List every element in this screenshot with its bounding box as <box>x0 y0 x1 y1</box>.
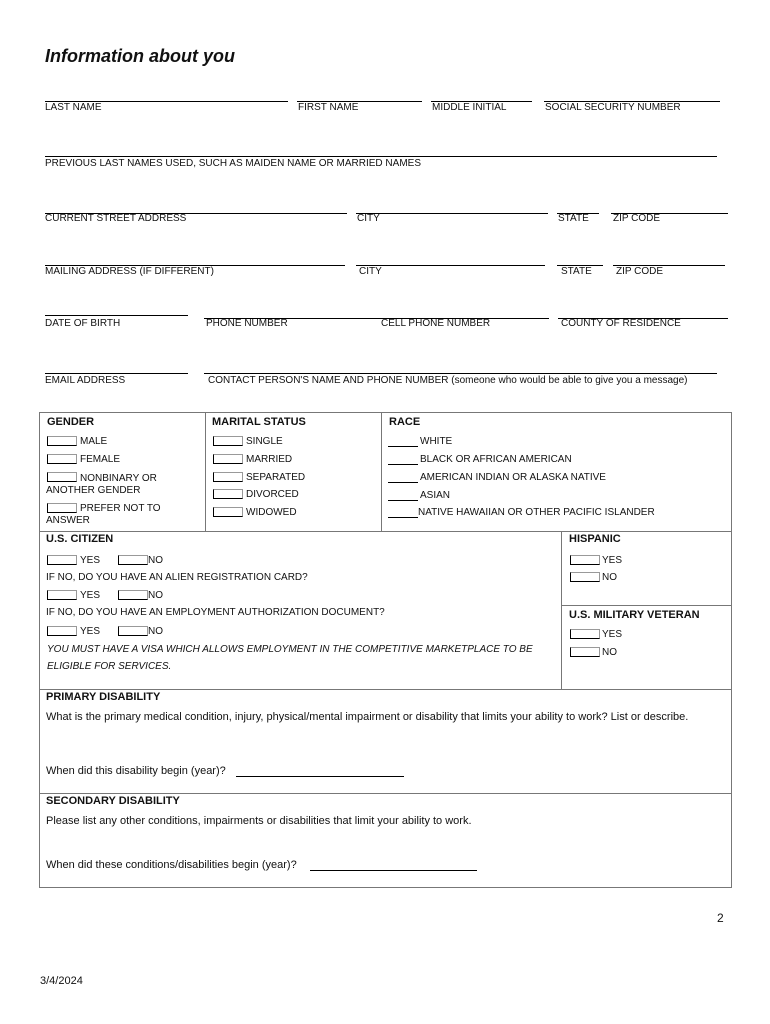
divider <box>205 412 206 531</box>
widowed-label: WIDOWED <box>246 507 297 518</box>
white-label: WHITE <box>420 436 453 447</box>
mailing-city-line[interactable] <box>356 265 545 266</box>
white-blank[interactable] <box>388 446 418 447</box>
alien-yes-checkbox[interactable] <box>47 590 77 600</box>
ead-yes-label: YES <box>80 626 101 637</box>
american-indian-label: AMERICAN INDIAN OR ALASKA NATIVE <box>420 472 606 483</box>
hispanic-header: HISPANIC <box>569 533 621 545</box>
veteran-yes-checkbox[interactable] <box>570 629 600 639</box>
single-label: SINGLE <box>246 436 283 447</box>
separated-label: SEPARATED <box>246 472 306 483</box>
gender-header: GENDER <box>47 416 95 428</box>
ead-question: IF NO, DO YOU HAVE AN EMPLOYMENT AUTHORIZATION DOCUMENT? <box>46 607 385 618</box>
first-name-label: FIRST NAME <box>298 102 359 113</box>
ead-yes-checkbox[interactable] <box>47 626 77 636</box>
city-label: CITY <box>357 213 380 224</box>
primary-disability-question: What is the primary medical condition, injury, physical/mental impairment or disability that limits your ability to work? List or describe. <box>46 711 689 723</box>
veteran-header: U.S. MILITARY VETERAN <box>569 609 700 621</box>
american-indian-blank[interactable] <box>388 482 418 483</box>
dob-line[interactable] <box>45 315 188 316</box>
hispanic-no-checkbox[interactable] <box>570 572 600 582</box>
male-checkbox[interactable] <box>47 436 77 446</box>
visa-note-line-2: ELIGIBLE FOR SERVICES. <box>47 661 172 672</box>
single-checkbox[interactable] <box>213 436 243 446</box>
ead-no-checkbox[interactable] <box>118 626 148 636</box>
divider <box>39 689 731 690</box>
citizen-header: U.S. CITIZEN <box>46 533 114 545</box>
mailing-label: MAILING ADDRESS (IF DIFFERENT) <box>45 266 214 277</box>
alien-no-checkbox[interactable] <box>118 590 148 600</box>
nonbinary-label: NONBINARY OR <box>80 473 157 484</box>
visa-note-line-1: YOU MUST HAVE A VISA WHICH ALLOWS EMPLOYMENT IN THE COMPETITIVE MARKETPLACE TO BE <box>47 644 533 655</box>
veteran-no-checkbox[interactable] <box>570 647 600 657</box>
mailing-state-label: STATE <box>561 266 592 277</box>
alien-card-question: IF NO, DO YOU HAVE AN ALIEN REGISTRATION CARD? <box>46 572 308 583</box>
female-label: FEMALE <box>80 454 121 465</box>
mailing-zip-label: ZIP CODE <box>616 266 664 277</box>
secondary-begin-label: When did these conditions/disabilities begin (year)? <box>46 859 297 871</box>
page-number: 2 <box>717 911 724 925</box>
citizen-yes-label: YES <box>80 555 101 566</box>
prefer-not-label: PREFER NOT TO <box>80 503 161 514</box>
primary-begin-line[interactable] <box>236 776 404 777</box>
previous-names-label: PREVIOUS LAST NAMES USED, SUCH AS MAIDEN NAME OR MARRIED NAMES <box>45 158 421 169</box>
divider <box>381 412 382 531</box>
citizen-no-label: NO <box>148 555 163 566</box>
divider <box>561 605 731 606</box>
divorced-label: DIVORCED <box>246 489 299 500</box>
contact-label: CONTACT PERSON'S NAME AND PHONE NUMBER (someone who would be able to give you a message) <box>208 375 688 386</box>
veteran-no-label: NO <box>602 647 617 658</box>
divider <box>561 531 562 689</box>
secondary-disability-question: Please list any other conditions, impairments or disabilities that limit your ability to work. <box>46 815 472 827</box>
separated-checkbox[interactable] <box>213 472 243 482</box>
state-label: STATE <box>558 213 589 224</box>
hawaiian-label: NATIVE HAWAIIAN OR OTHER PACIFIC ISLANDER <box>418 507 655 518</box>
asian-blank[interactable] <box>388 500 418 501</box>
zip-label: ZIP CODE <box>613 213 661 224</box>
hispanic-yes-label: YES <box>602 555 623 566</box>
city-line[interactable] <box>356 213 548 214</box>
citizen-yes-checkbox[interactable] <box>47 555 77 565</box>
divorced-checkbox[interactable] <box>213 489 243 499</box>
hawaiian-blank[interactable] <box>388 517 418 518</box>
county-label: COUNTY OF RESIDENCE <box>561 318 681 329</box>
alien-yes-label: YES <box>80 590 101 601</box>
street-label: CURRENT STREET ADDRESS <box>45 213 187 224</box>
race-header: RACE <box>389 416 421 428</box>
prefer-not-checkbox[interactable] <box>47 503 77 513</box>
primary-begin-label: When did this disability begin (year)? <box>46 765 226 777</box>
marital-header: MARITAL STATUS <box>212 416 306 428</box>
citizen-no-checkbox[interactable] <box>118 555 148 565</box>
alien-no-label: NO <box>148 590 163 601</box>
footer-date: 3/4/2024 <box>40 975 83 987</box>
cell-label: CELL PHONE NUMBER <box>381 318 491 329</box>
primary-disability-header: PRIMARY DISABILITY <box>46 691 161 703</box>
asian-label: ASIAN <box>420 490 451 501</box>
divider <box>39 531 731 532</box>
veteran-yes-label: YES <box>602 629 623 640</box>
male-label: MALE <box>80 436 108 447</box>
contact-line[interactable] <box>204 373 717 374</box>
black-label: BLACK OR AFRICAN AMERICAN <box>420 454 572 465</box>
email-label: EMAIL ADDRESS <box>45 375 126 386</box>
female-checkbox[interactable] <box>47 454 77 464</box>
middle-initial-label: MIDDLE INITIAL <box>432 102 507 113</box>
married-label: MARRIED <box>246 454 293 465</box>
married-checkbox[interactable] <box>213 454 243 464</box>
last-name-label: LAST NAME <box>45 102 102 113</box>
nonbinary-label-2: ANOTHER GENDER <box>46 485 141 496</box>
ssn-label: SOCIAL SECURITY NUMBER <box>545 102 681 113</box>
mailing-city-label: CITY <box>359 266 382 277</box>
secondary-disability-header: SECONDARY DISABILITY <box>46 795 180 807</box>
phone-label: PHONE NUMBER <box>206 318 288 329</box>
prefer-not-label-2: ANSWER <box>46 515 90 526</box>
hispanic-yes-checkbox[interactable] <box>570 555 600 565</box>
secondary-begin-line[interactable] <box>310 870 477 871</box>
ead-no-label: NO <box>148 626 163 637</box>
email-line[interactable] <box>45 373 188 374</box>
hispanic-no-label: NO <box>602 572 617 583</box>
divider <box>39 793 731 794</box>
previous-names-line[interactable] <box>45 156 717 157</box>
widowed-checkbox[interactable] <box>213 507 243 517</box>
black-blank[interactable] <box>388 464 418 465</box>
nonbinary-checkbox[interactable] <box>47 472 77 482</box>
page-title: Information about you <box>45 46 235 66</box>
dob-label: DATE OF BIRTH <box>45 318 121 329</box>
